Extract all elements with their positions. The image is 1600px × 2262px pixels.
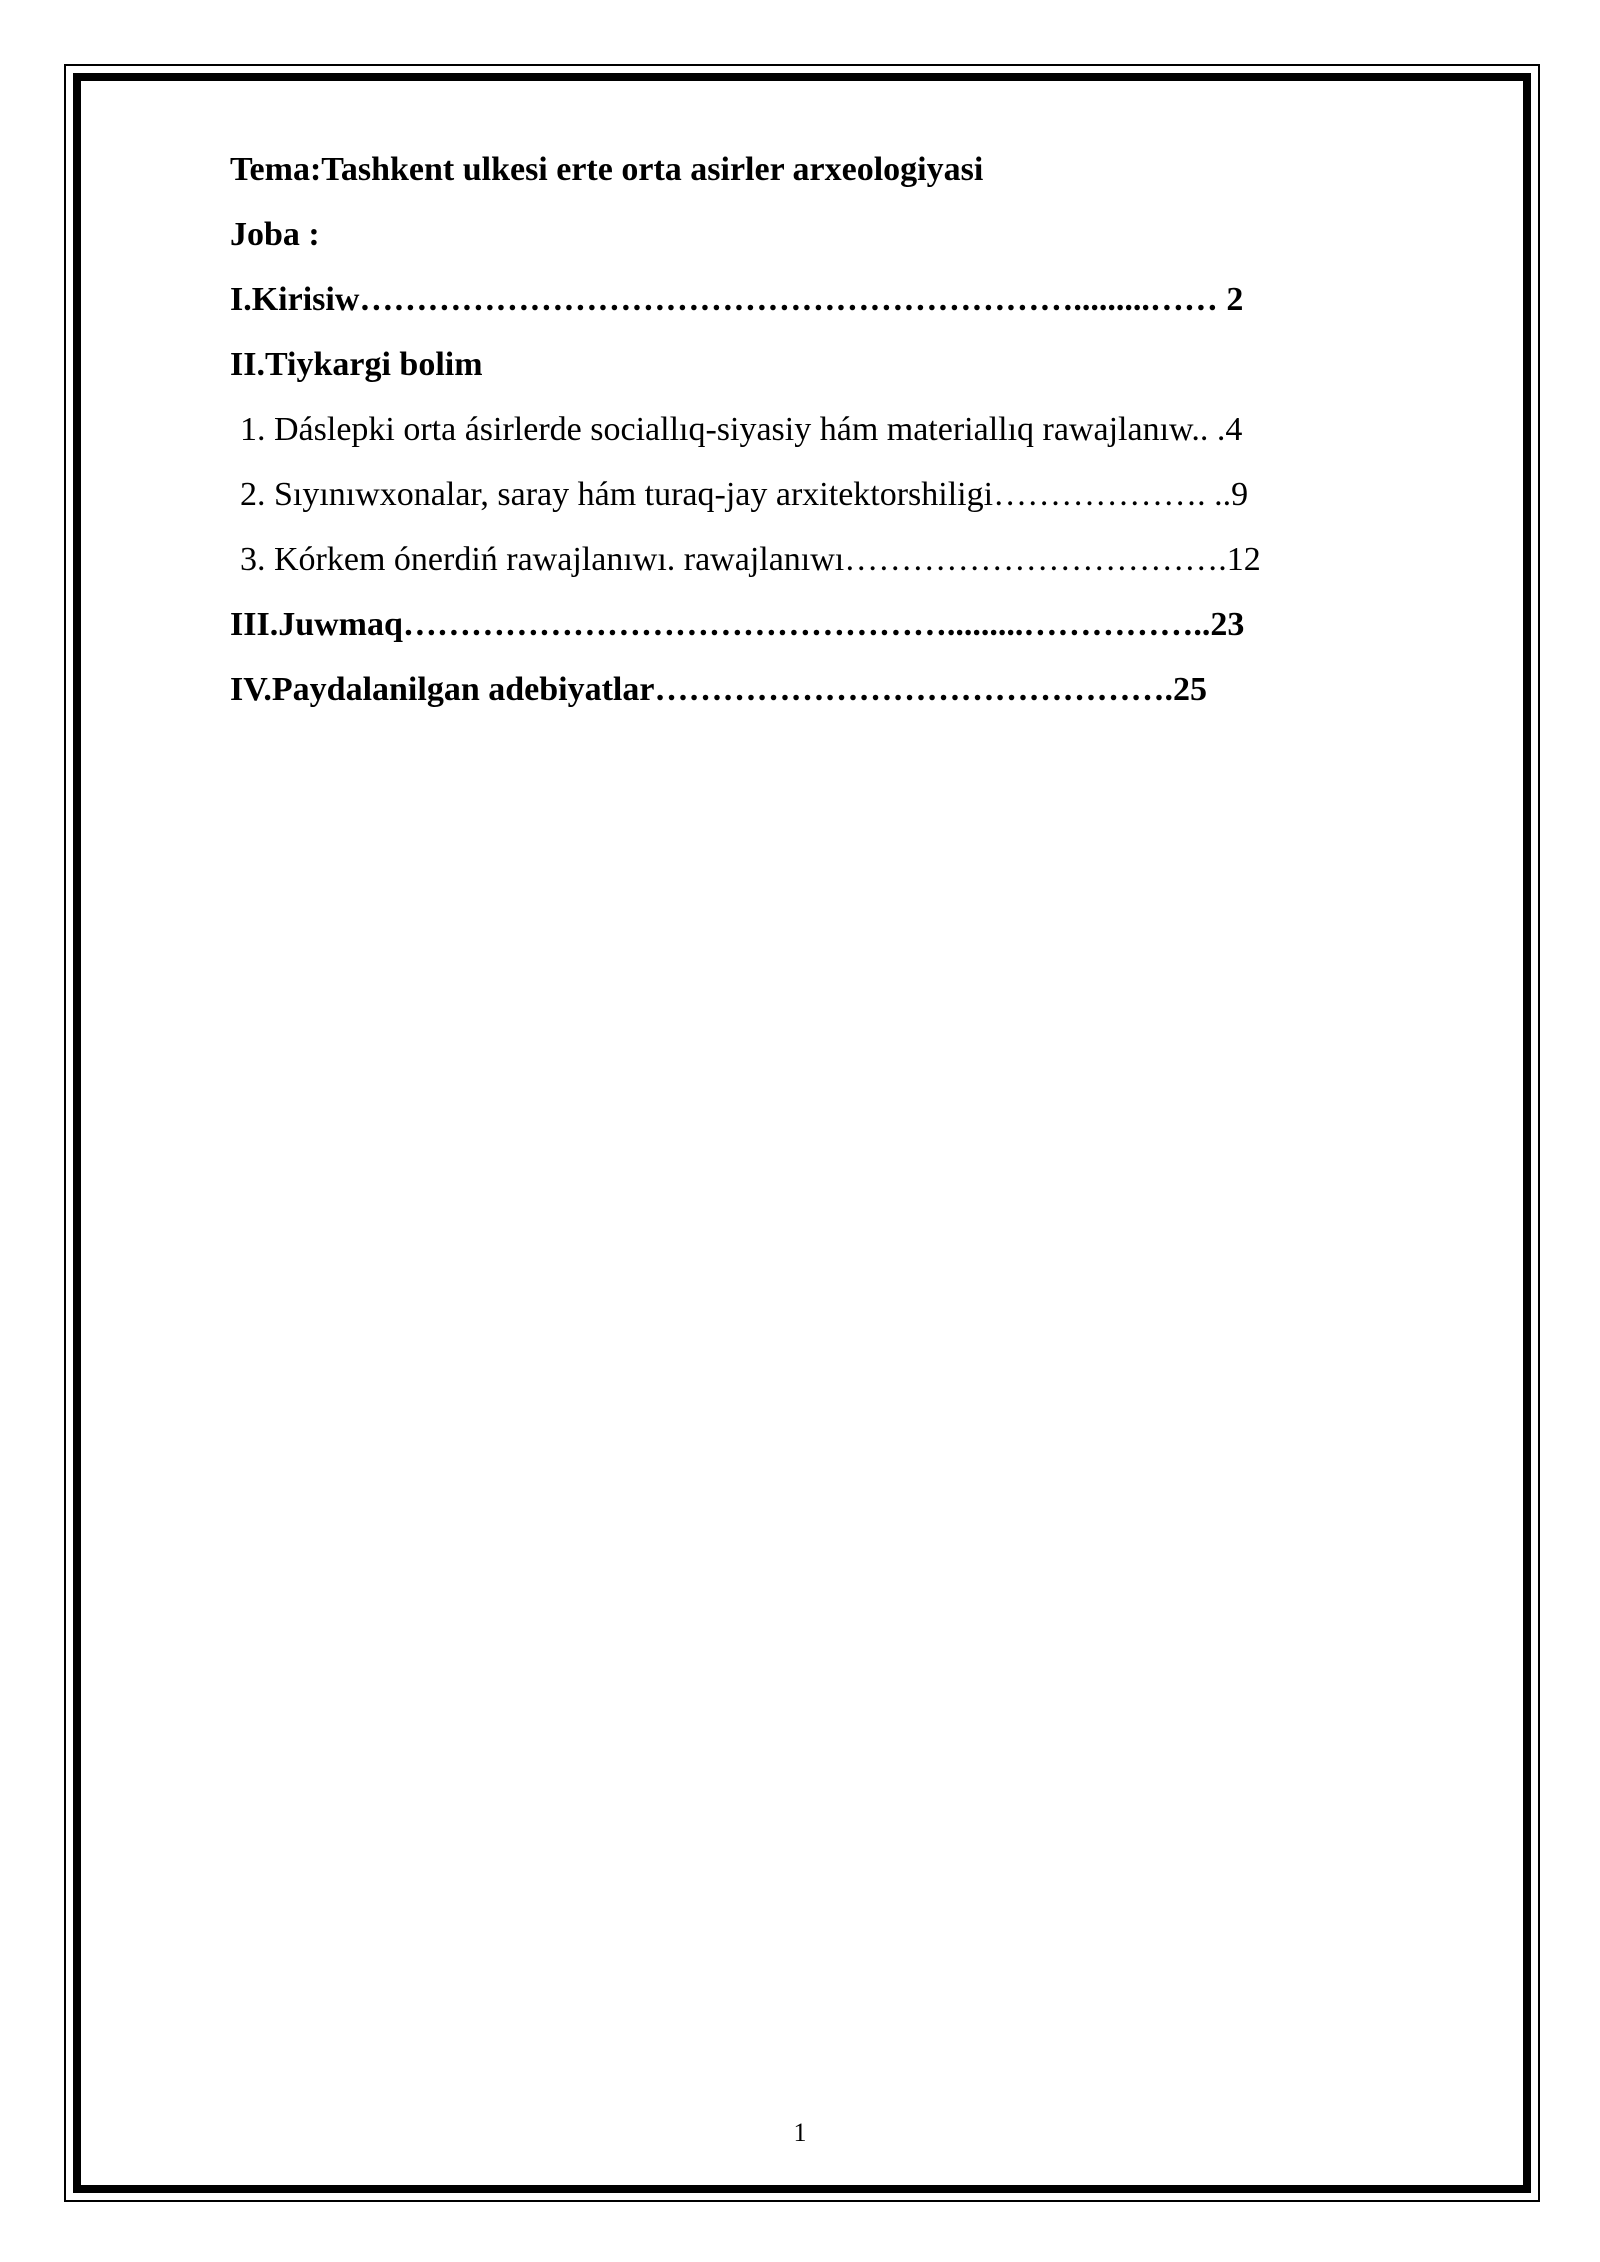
toc-entry-main-heading: II.Tiykargi bolim [230, 346, 483, 383]
toc-entry-intro: I.Kirisiw……………………………………………………….........…… 2 [230, 281, 1244, 318]
toc-entry-sub-3: 3. Kórkem ónerdiń rawajlanıwı. rawajlanıwı…………………………….12 [240, 541, 1261, 578]
plan-label: Joba : [230, 216, 320, 253]
page-border-inner [73, 73, 1531, 2193]
page-number: 1 [793, 2118, 807, 2147]
toc-entry-references: IV.Paydalanilgan adebiyatlar……………………………………….25 [230, 671, 1207, 708]
toc-entry-sub-2: 2. Sıyınıwxonalar, saray hám turaq-jay arxitektorshiligi………………. ..9 [240, 476, 1249, 513]
toc-entry-sub-1: 1. Dáslepki orta ásirlerde sociallıq-siyasiy hám materiallıq rawajlanıw.. .4 [240, 411, 1243, 448]
toc-entry-conclusion: III.Juwmaq………………………………………….........……………..23 [230, 606, 1245, 643]
document-title: Tema:Tashkent ulkesi erte orta asirler arxeologiyasi [230, 151, 984, 188]
